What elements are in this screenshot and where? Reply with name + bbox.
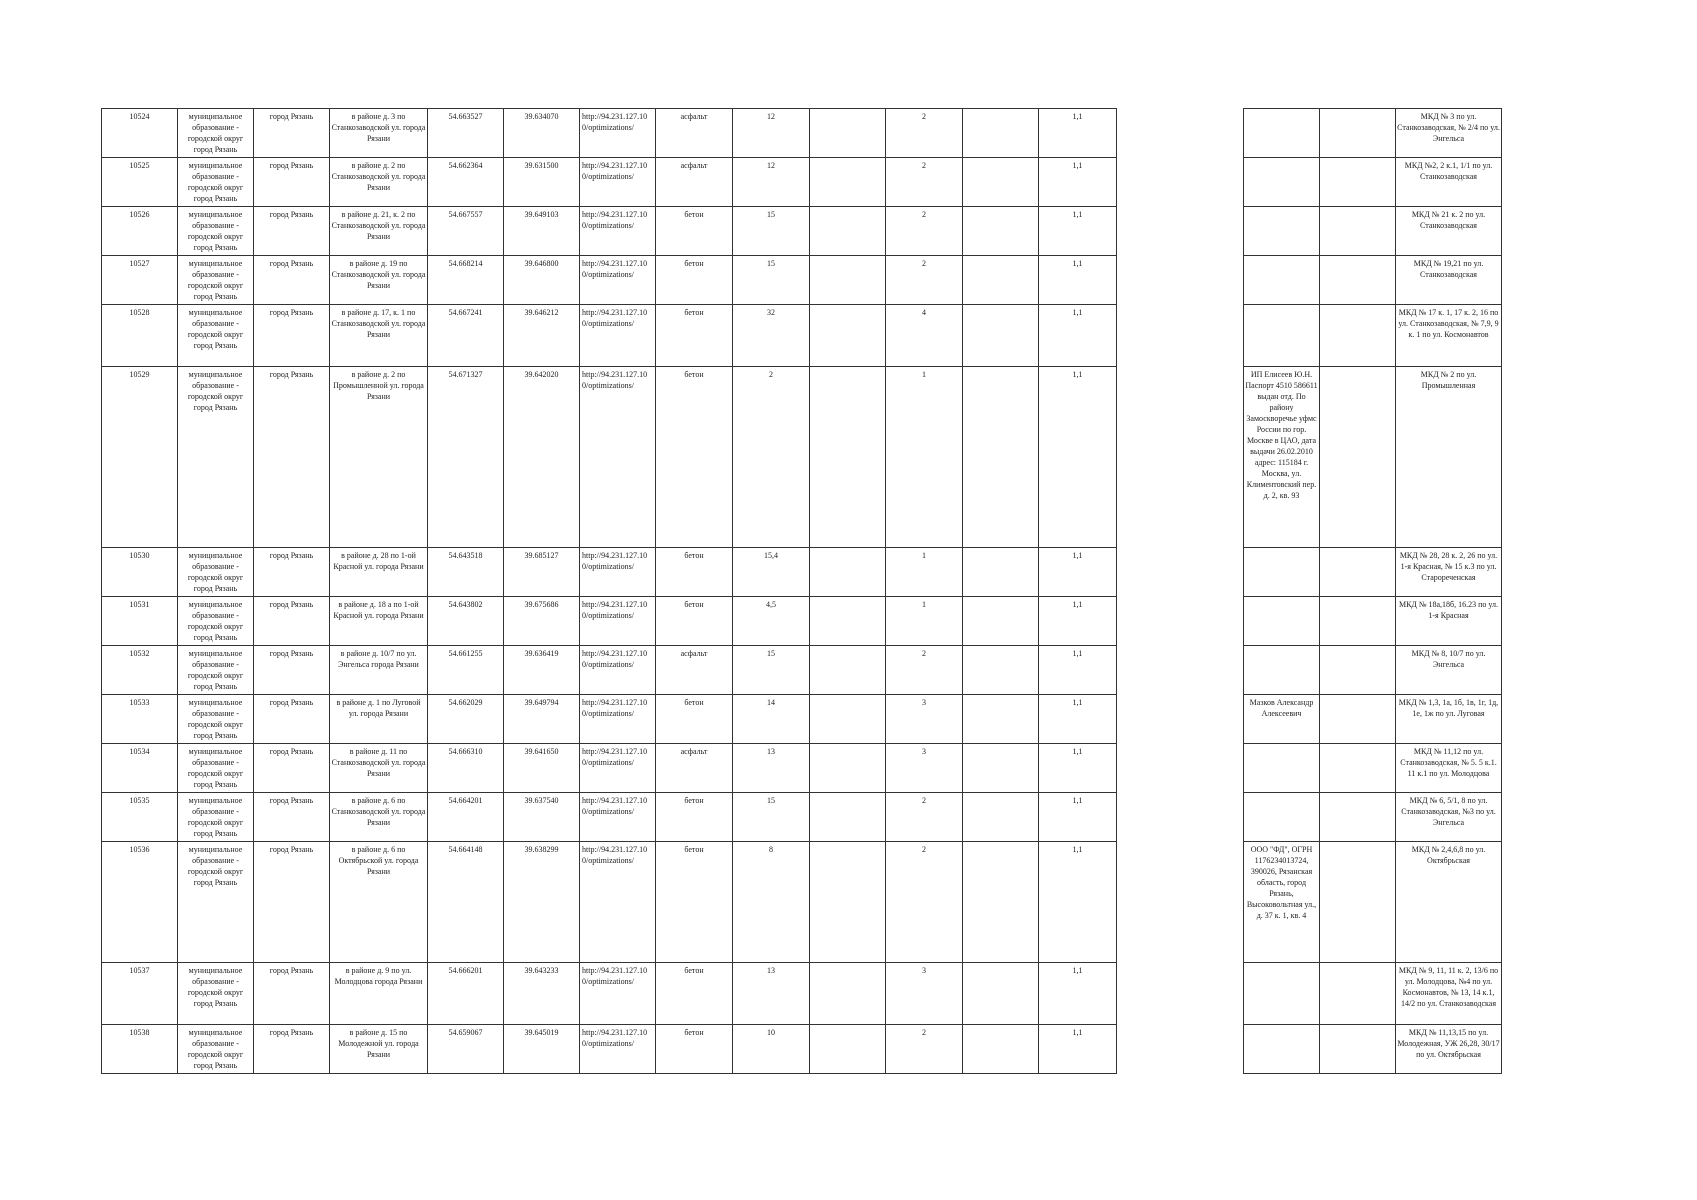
cell-owner: [1244, 793, 1320, 842]
cell-empty: [1320, 256, 1396, 305]
cell-municipality: муниципальное образование - городской округ город Рязань: [178, 793, 254, 842]
cell-location: в районе д. 18 а по 1-ой Красной ул. города Рязани: [330, 597, 428, 646]
cell-empty: [1320, 842, 1396, 963]
table-row: [1244, 793, 1502, 842]
cell-empty: [810, 305, 886, 367]
cell-id: 10531: [102, 597, 178, 646]
cell-surface: бетон: [656, 842, 733, 963]
cell-empty: [810, 207, 886, 256]
cell-municipality: муниципальное образование - городской округ город Рязань: [178, 207, 254, 256]
cell-lon: 39.646800: [504, 256, 580, 305]
table-row: [102, 744, 1117, 793]
cell-sources: МКД № 1,3, 1а, 1б, 1в, 1г, 1д, 1е, 1ж по ул. Луговая: [1396, 695, 1502, 744]
cell-owner: [1244, 158, 1320, 207]
cell-empty: [963, 963, 1039, 1025]
cell-surface: бетон: [656, 256, 733, 305]
cell-empty: [1320, 305, 1396, 367]
cell-owner: [1244, 1025, 1320, 1074]
cell-url: http://94.231.127.10 0/optimizations/: [580, 256, 656, 305]
cell-containers: 2: [886, 207, 963, 256]
cell-city: город Рязань: [254, 256, 330, 305]
cell-city: город Рязань: [254, 367, 330, 548]
cell-url: http://94.231.127.10 0/optimizations/: [580, 548, 656, 597]
cell-empty: [963, 842, 1039, 963]
cell-owner: ИП Елисеев Ю.Н. Паспорт 4510 586611 выдан отд. По району Замоскворечье уфмс России по гор. Москве в ЦАО, дата выдачи 26.02.2010 адрес: 115184 г. Москва, ул. Климентовский пер. д. 2, кв. 93: [1244, 367, 1320, 548]
cell-city: город Рязань: [254, 305, 330, 367]
cell-sources: МКД № 8, 10/7 по ул. Энгельса: [1396, 646, 1502, 695]
table-row: [1244, 695, 1502, 744]
cell-surface: бетон: [656, 548, 733, 597]
cell-lat: 54.667241: [428, 305, 504, 367]
cell-lon: 39.634070: [504, 109, 580, 158]
cell-area: 2: [733, 367, 810, 548]
cell-lat: 54.661255: [428, 646, 504, 695]
cell-city: город Рязань: [254, 158, 330, 207]
cell-sources: МКД № 18а,18б, 16.23 по ул. 1-я Красная: [1396, 597, 1502, 646]
cell-lon: 39.641650: [504, 744, 580, 793]
cell-url: http://94.231.127.10 0/optimizations/: [580, 367, 656, 548]
cell-containers: 1: [886, 367, 963, 548]
cell-volume: 1,1: [1039, 744, 1117, 793]
table-row: [1244, 1025, 1502, 1074]
table-row: [102, 646, 1117, 695]
cell-sources: МКД №2, 2 к.1, 1/1 по ул. Станкозаводская: [1396, 158, 1502, 207]
table-row: [102, 305, 1117, 367]
cell-empty: [810, 744, 886, 793]
cell-area: 13: [733, 744, 810, 793]
cell-municipality: муниципальное образование - городской округ город Рязань: [178, 548, 254, 597]
cell-area: 4,5: [733, 597, 810, 646]
table-row: [102, 256, 1117, 305]
cell-volume: 1,1: [1039, 548, 1117, 597]
cell-empty: [1320, 548, 1396, 597]
cell-surface: асфальт: [656, 109, 733, 158]
cell-url: http://94.231.127.10 0/optimizations/: [580, 109, 656, 158]
cell-lon: 39.643233: [504, 963, 580, 1025]
cell-municipality: муниципальное образование - городской округ город Рязань: [178, 744, 254, 793]
cell-municipality: муниципальное образование - городской округ город Рязань: [178, 1025, 254, 1074]
table-row: [1244, 548, 1502, 597]
cell-owner: [1244, 744, 1320, 793]
cell-surface: бетон: [656, 597, 733, 646]
table-row: [1244, 305, 1502, 367]
cell-empty: [963, 646, 1039, 695]
table-row: [102, 695, 1117, 744]
cell-city: город Рязань: [254, 963, 330, 1025]
cell-url: http://94.231.127.10 0/optimizations/: [580, 1025, 656, 1074]
cell-empty: [810, 256, 886, 305]
cell-empty: [963, 158, 1039, 207]
cell-sources: МКД № 2 по ул. Промышленная: [1396, 367, 1502, 548]
cell-empty: [963, 695, 1039, 744]
table-row: [102, 842, 1117, 963]
cell-owner: ООО "ФД", ОГРН 1176234013724, 390026, Рязанская область, город Рязань, Высоковольтная ул., д. 37 к. 1, кв. 4: [1244, 842, 1320, 963]
cell-location: в районе д. 9 по ул. Молодцова города Рязани: [330, 963, 428, 1025]
cell-sources: МКД № 19,21 по ул. Станкозаводская: [1396, 256, 1502, 305]
cell-lon: 39.638299: [504, 842, 580, 963]
cell-owner: Мазков Александр Алексеевич: [1244, 695, 1320, 744]
cell-surface: асфальт: [656, 744, 733, 793]
cell-sources: МКД № 11,12 по ул. Станкозаводская, № 5. 5 к.1. 11 к.1 по ул. Молодцова: [1396, 744, 1502, 793]
cell-volume: 1,1: [1039, 1025, 1117, 1074]
cell-containers: 2: [886, 256, 963, 305]
cell-empty: [963, 597, 1039, 646]
cell-containers: 1: [886, 597, 963, 646]
cell-sources: МКД № 3 по ул. Станкозаводская, № 2/4 по ул. Энгельса: [1396, 109, 1502, 158]
cell-location: в районе д. 28 по 1-ой Красной ул. города Рязани: [330, 548, 428, 597]
cell-city: город Рязань: [254, 1025, 330, 1074]
cell-area: 15: [733, 646, 810, 695]
cell-url: http://94.231.127.10 0/optimizations/: [580, 305, 656, 367]
cell-lat: 54.643802: [428, 597, 504, 646]
cell-url: http://94.231.127.10 0/optimizations/: [580, 646, 656, 695]
cell-empty: [1320, 597, 1396, 646]
cell-location: в районе д. 3 по Станкозаводской ул. города Рязани: [330, 109, 428, 158]
cell-empty: [1320, 695, 1396, 744]
cell-lat: 54.668214: [428, 256, 504, 305]
table-row: [102, 109, 1117, 158]
cell-url: http://94.231.127.10 0/optimizations/: [580, 963, 656, 1025]
table-row: [1244, 256, 1502, 305]
cell-sources: МКД № 28, 28 к. 2, 26 по ул. 1-я Красная, № 15 к.3 по ул. Старореченская: [1396, 548, 1502, 597]
cell-volume: 1,1: [1039, 305, 1117, 367]
cell-id: 10532: [102, 646, 178, 695]
cell-municipality: муниципальное образование - городской округ город Рязань: [178, 842, 254, 963]
cell-surface: бетон: [656, 305, 733, 367]
table-row: [102, 158, 1117, 207]
cell-id: 10529: [102, 367, 178, 548]
cell-lon: 39.645019: [504, 1025, 580, 1074]
cell-empty: [1320, 158, 1396, 207]
cell-surface: бетон: [656, 367, 733, 548]
table-row: [1244, 963, 1502, 1025]
table-row: [1244, 646, 1502, 695]
cell-area: 8: [733, 842, 810, 963]
cell-volume: 1,1: [1039, 646, 1117, 695]
cell-lon: 39.636419: [504, 646, 580, 695]
cell-id: 10528: [102, 305, 178, 367]
cell-area: 32: [733, 305, 810, 367]
cell-containers: 2: [886, 109, 963, 158]
cell-area: 12: [733, 158, 810, 207]
cell-owner: [1244, 305, 1320, 367]
cell-empty: [963, 548, 1039, 597]
cell-area: 15,4: [733, 548, 810, 597]
cell-sources: МКД № 11,13,15 по ул. Молодежная, УЖ 26,28, 30/17 по ул. Октябрьская: [1396, 1025, 1502, 1074]
cell-lat: 54.671327: [428, 367, 504, 548]
cell-containers: 2: [886, 646, 963, 695]
cell-location: в районе д. 6 по Станкозаводской ул. города Рязани: [330, 793, 428, 842]
cell-sources: МКД № 21 к. 2 по ул. Станкозаводская: [1396, 207, 1502, 256]
cell-empty: [963, 1025, 1039, 1074]
cell-volume: 1,1: [1039, 597, 1117, 646]
cell-city: город Рязань: [254, 597, 330, 646]
cell-location: в районе д. 21, к. 2 по Станкозаводской ул. города Рязани: [330, 207, 428, 256]
cell-empty: [810, 1025, 886, 1074]
cell-empty: [963, 207, 1039, 256]
cell-city: город Рязань: [254, 207, 330, 256]
cell-volume: 1,1: [1039, 367, 1117, 548]
table-row: [102, 963, 1117, 1025]
cell-lon: 39.631500: [504, 158, 580, 207]
cell-owner: [1244, 597, 1320, 646]
cell-lon: 39.637540: [504, 793, 580, 842]
cell-volume: 1,1: [1039, 793, 1117, 842]
cell-owner: [1244, 109, 1320, 158]
cell-id: 10530: [102, 548, 178, 597]
cell-id: 10524: [102, 109, 178, 158]
cell-sources: МКД № 9, 11, 11 к. 2, 13/6 по ул. Молодцова, №4 по ул. Космонавтов, № 13, 14 к.1, 14/2 по ул. Станкозаводская: [1396, 963, 1502, 1025]
table-row: [1244, 367, 1502, 548]
cell-url: http://94.231.127.10 0/optimizations/: [580, 793, 656, 842]
cell-lat: 54.662364: [428, 158, 504, 207]
cell-empty: [963, 305, 1039, 367]
cell-empty: [963, 256, 1039, 305]
cell-surface: бетон: [656, 207, 733, 256]
cell-id: 10536: [102, 842, 178, 963]
cell-lat: 54.643518: [428, 548, 504, 597]
cell-surface: бетон: [656, 793, 733, 842]
cell-empty: [963, 367, 1039, 548]
cell-location: в районе д. 15 по Молодежной ул. города Рязани: [330, 1025, 428, 1074]
cell-volume: 1,1: [1039, 842, 1117, 963]
cell-empty: [810, 695, 886, 744]
cell-empty: [1320, 744, 1396, 793]
cell-lon: 39.649103: [504, 207, 580, 256]
table-row: [1244, 158, 1502, 207]
cell-volume: 1,1: [1039, 109, 1117, 158]
cell-municipality: муниципальное образование - городской округ город Рязань: [178, 963, 254, 1025]
cell-city: город Рязань: [254, 695, 330, 744]
cell-owner: [1244, 548, 1320, 597]
cell-area: 10: [733, 1025, 810, 1074]
cell-lon: 39.646212: [504, 305, 580, 367]
cell-empty: [963, 744, 1039, 793]
cell-url: http://94.231.127.10 0/optimizations/: [580, 597, 656, 646]
cell-url: http://94.231.127.10 0/optimizations/: [580, 158, 656, 207]
cell-lon: 39.685127: [504, 548, 580, 597]
cell-lat: 54.666201: [428, 963, 504, 1025]
cell-location: в районе д. 1 по Луговой ул. города Рязани: [330, 695, 428, 744]
table-row: [1244, 842, 1502, 963]
cell-surface: асфальт: [656, 158, 733, 207]
cell-lat: 54.662029: [428, 695, 504, 744]
cell-url: http://94.231.127.10 0/optimizations/: [580, 207, 656, 256]
cell-location: в районе д. 10/7 по ул. Энгельса города Рязани: [330, 646, 428, 695]
cell-empty: [1320, 963, 1396, 1025]
cell-location: в районе д. 11 по Станкозаводской ул. города Рязани: [330, 744, 428, 793]
cell-area: 15: [733, 207, 810, 256]
cell-empty: [810, 158, 886, 207]
cell-municipality: муниципальное образование - городской округ город Рязань: [178, 367, 254, 548]
cell-empty: [810, 367, 886, 548]
cell-id: 10535: [102, 793, 178, 842]
table-row: [1244, 207, 1502, 256]
cell-owner: [1244, 963, 1320, 1025]
sites-table-main: [101, 108, 1117, 1074]
table-row: [102, 1025, 1117, 1074]
cell-area: 13: [733, 963, 810, 1025]
cell-empty: [1320, 367, 1396, 548]
cell-lat: 54.663527: [428, 109, 504, 158]
table-row: [102, 597, 1117, 646]
cell-containers: 3: [886, 963, 963, 1025]
cell-containers: 4: [886, 305, 963, 367]
table-row: [1244, 109, 1502, 158]
cell-owner: [1244, 256, 1320, 305]
cell-municipality: муниципальное образование - городской округ город Рязань: [178, 158, 254, 207]
cell-municipality: муниципальное образование - городской округ город Рязань: [178, 305, 254, 367]
cell-municipality: муниципальное образование - городской округ город Рязань: [178, 256, 254, 305]
cell-city: город Рязань: [254, 793, 330, 842]
cell-lat: 54.664201: [428, 793, 504, 842]
cell-surface: бетон: [656, 1025, 733, 1074]
cell-containers: 2: [886, 842, 963, 963]
cell-empty: [810, 842, 886, 963]
cell-containers: 3: [886, 744, 963, 793]
cell-area: 12: [733, 109, 810, 158]
cell-url: http://94.231.127.10 0/optimizations/: [580, 842, 656, 963]
cell-id: 10534: [102, 744, 178, 793]
cell-url: http://94.231.127.10 0/optimizations/: [580, 744, 656, 793]
cell-lat: 54.664148: [428, 842, 504, 963]
cell-area: 15: [733, 793, 810, 842]
cell-city: город Рязань: [254, 646, 330, 695]
cell-empty: [810, 646, 886, 695]
cell-sources: МКД № 6, 5/1, 8 по ул. Станкозаводская, №3 по ул. Энгельса: [1396, 793, 1502, 842]
cell-sources: МКД № 2,4,6,8 по ул. Октябрьская: [1396, 842, 1502, 963]
cell-area: 15: [733, 256, 810, 305]
cell-lat: 54.659067: [428, 1025, 504, 1074]
cell-location: в районе д. 19 по Станкозаводской ул. города Рязани: [330, 256, 428, 305]
table-row: [102, 207, 1117, 256]
cell-owner: [1244, 207, 1320, 256]
cell-containers: 1: [886, 548, 963, 597]
cell-location: в районе д. 17, к. 1 по Станкозаводской ул. города Рязани: [330, 305, 428, 367]
cell-lat: 54.666310: [428, 744, 504, 793]
cell-surface: бетон: [656, 963, 733, 1025]
cell-id: 10526: [102, 207, 178, 256]
cell-containers: 2: [886, 793, 963, 842]
cell-empty: [810, 548, 886, 597]
cell-municipality: муниципальное образование - городской округ город Рязань: [178, 109, 254, 158]
cell-lon: 39.649794: [504, 695, 580, 744]
cell-empty: [810, 793, 886, 842]
cell-volume: 1,1: [1039, 695, 1117, 744]
cell-empty: [1320, 646, 1396, 695]
cell-volume: 1,1: [1039, 256, 1117, 305]
cell-url: http://94.231.127.10 0/optimizations/: [580, 695, 656, 744]
sites-table-right: [1243, 108, 1502, 1074]
cell-empty: [810, 963, 886, 1025]
cell-owner: [1244, 646, 1320, 695]
cell-empty: [963, 109, 1039, 158]
cell-id: 10538: [102, 1025, 178, 1074]
cell-volume: 1,1: [1039, 963, 1117, 1025]
cell-lat: 54.667557: [428, 207, 504, 256]
table-row: [102, 367, 1117, 548]
cell-empty: [963, 793, 1039, 842]
cell-id: 10533: [102, 695, 178, 744]
cell-city: город Рязань: [254, 744, 330, 793]
cell-volume: 1,1: [1039, 158, 1117, 207]
cell-empty: [1320, 1025, 1396, 1074]
cell-lon: 39.675686: [504, 597, 580, 646]
cell-id: 10527: [102, 256, 178, 305]
table-row: [102, 793, 1117, 842]
cell-municipality: муниципальное образование - городской округ город Рязань: [178, 695, 254, 744]
cell-city: город Рязань: [254, 548, 330, 597]
cell-surface: бетон: [656, 695, 733, 744]
cell-location: в районе д. 2 по Станкозаводской ул. города Рязани: [330, 158, 428, 207]
cell-empty: [1320, 207, 1396, 256]
cell-containers: 2: [886, 158, 963, 207]
cell-containers: 3: [886, 695, 963, 744]
cell-empty: [810, 597, 886, 646]
cell-empty: [810, 109, 886, 158]
cell-volume: 1,1: [1039, 207, 1117, 256]
table-row: [1244, 744, 1502, 793]
cell-municipality: муниципальное образование - городской округ город Рязань: [178, 646, 254, 695]
cell-location: в районе д. 2 по Промышленной ул. города Рязани: [330, 367, 428, 548]
cell-municipality: муниципальное образование - городской округ город Рязань: [178, 597, 254, 646]
cell-lon: 39.642020: [504, 367, 580, 548]
cell-sources: МКД № 17 к. 1, 17 к. 2, 16 по ул. Станкозаводская, № 7,9, 9 к. 1 по ул. Космонавтов: [1396, 305, 1502, 367]
table-row: [102, 548, 1117, 597]
table-row: [1244, 597, 1502, 646]
cell-location: в районе д. 6 по Октябрьской ул. города Рязани: [330, 842, 428, 963]
cell-surface: асфальт: [656, 646, 733, 695]
cell-id: 10537: [102, 963, 178, 1025]
cell-city: город Рязань: [254, 842, 330, 963]
cell-id: 10525: [102, 158, 178, 207]
cell-containers: 2: [886, 1025, 963, 1074]
cell-area: 14: [733, 695, 810, 744]
cell-city: город Рязань: [254, 109, 330, 158]
cell-empty: [1320, 109, 1396, 158]
cell-empty: [1320, 793, 1396, 842]
